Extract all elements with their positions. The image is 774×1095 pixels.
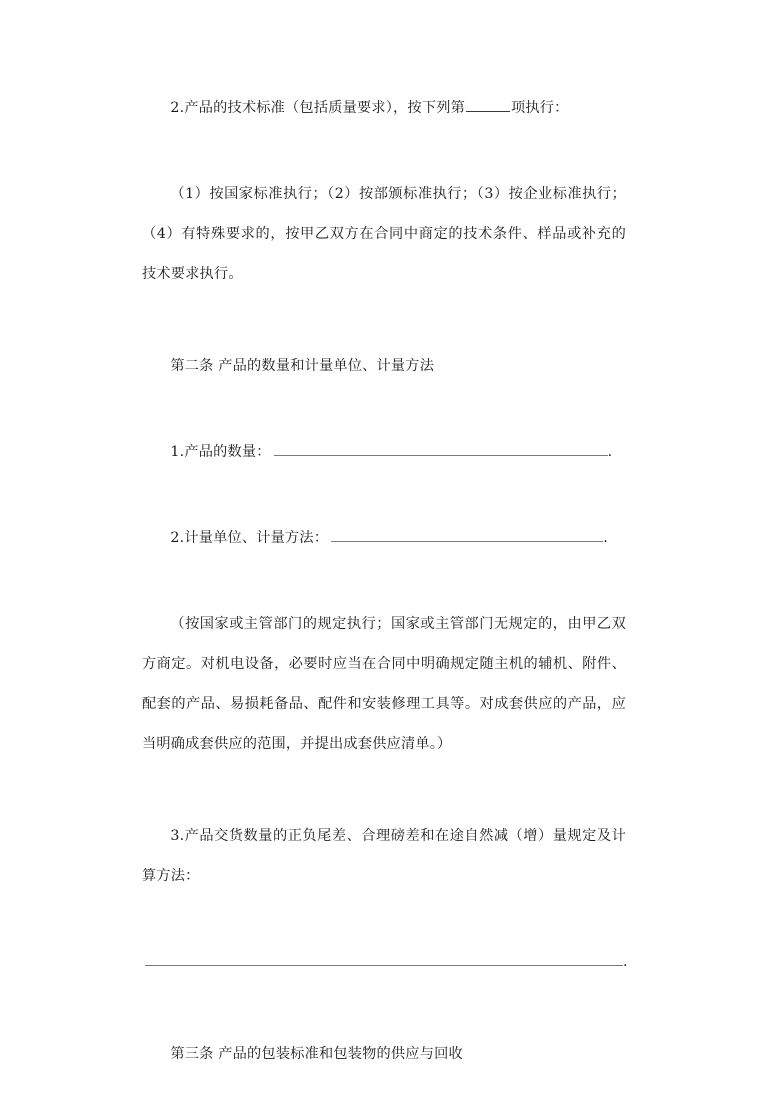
clause-1-item-2-blank[interactable] bbox=[466, 98, 510, 112]
article-2-item-2-label: 2.计量单位、计量方法： bbox=[170, 530, 329, 546]
article-2-item-2 bbox=[142, 518, 626, 558]
article-2-note-paragraph: （按国家或主管部门的规定执行；国家或主管部门无规定的，由甲乙双方商定。对机电设备，必要时应当在合同中明确规定随主机的辅机、附件、配套的产品、易损耗备品、配件和安装修理工具等。对成套供应的产品，应当明确成套供应的范围，并提出成套供应清单。） bbox=[142, 616, 626, 752]
article-2-item-2-blank[interactable] bbox=[331, 528, 603, 542]
document-content bbox=[142, 88, 626, 1074]
article-2-item-1-label: 1.产品的数量： bbox=[170, 444, 271, 460]
clause-1-item-2-text: 2.产品的技术标准（包括质量要求），按下列第 bbox=[170, 100, 465, 116]
article-2-item-1-blank[interactable] bbox=[274, 442, 608, 456]
article-2-heading: 第二条 产品的数量和计量单位、计量方法 bbox=[170, 358, 435, 374]
spacer bbox=[142, 386, 626, 432]
article-2-item-1-period: . bbox=[607, 444, 613, 460]
spacer bbox=[142, 128, 626, 174]
spacer bbox=[142, 982, 626, 1034]
clause-1-item-2 bbox=[142, 88, 626, 128]
article-2-item-3-blank[interactable] bbox=[145, 952, 623, 966]
spacer bbox=[142, 472, 626, 518]
spacer bbox=[142, 294, 626, 346]
standards-options-paragraph: （1）按国家标准执行；（2）按部颁标准执行；（3）按企业标准执行；（4）有特殊要求的，按甲乙双方在合同中商定的技术条件、样品或补充的技术要求执行。 bbox=[142, 186, 626, 282]
clause-1-item-2-tail: 项执行： bbox=[510, 100, 569, 116]
article-2-item-3: 3.产品交货数量的正负尾差、合理磅差和在途自然减（增）量规定及计算方法： bbox=[142, 828, 626, 884]
article-2-item-2-period: . bbox=[603, 530, 608, 546]
article-2-item-1 bbox=[142, 432, 626, 472]
article-2-item-3-period: . bbox=[623, 954, 628, 970]
article-2-item-3-answer-row bbox=[142, 942, 626, 982]
article-3-heading: 第三条 产品的包装标准和包装物的供应与回收 bbox=[170, 1046, 463, 1062]
spacer bbox=[142, 558, 626, 604]
spacer bbox=[142, 764, 626, 816]
spacer bbox=[142, 896, 626, 942]
